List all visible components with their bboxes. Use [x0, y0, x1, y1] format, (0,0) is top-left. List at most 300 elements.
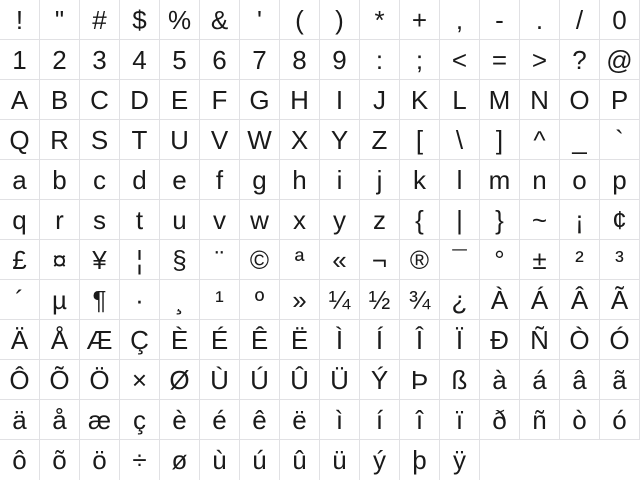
glyph-cell[interactable]	[240, 440, 280, 480]
glyph: U	[170, 124, 189, 155]
glyph-cell[interactable]	[600, 200, 640, 240]
glyph-cell[interactable]	[480, 400, 520, 440]
glyph: w	[250, 204, 269, 235]
glyph-cell[interactable]	[200, 120, 240, 160]
glyph-cell[interactable]	[600, 40, 640, 80]
glyph-cell[interactable]	[80, 360, 120, 400]
glyph-cell[interactable]	[440, 120, 480, 160]
glyph: Ê	[250, 324, 269, 355]
glyph: 5	[172, 44, 187, 75]
glyph-cell[interactable]	[440, 40, 480, 80]
glyph: ±	[532, 244, 547, 275]
glyph-cell[interactable]	[80, 80, 120, 120]
glyph-row	[0, 400, 640, 440]
glyph-cell[interactable]	[160, 400, 200, 440]
glyph-cell[interactable]	[400, 80, 440, 120]
glyph-cell[interactable]	[360, 280, 400, 320]
glyph-cell[interactable]	[200, 440, 240, 480]
glyph-cell[interactable]	[200, 200, 240, 240]
glyph-cell[interactable]	[600, 240, 640, 280]
glyph-cell[interactable]	[520, 0, 560, 40]
glyph-cell[interactable]	[400, 440, 440, 480]
glyph: A	[10, 84, 29, 115]
glyph-cell[interactable]	[80, 40, 120, 80]
glyph-cell[interactable]	[40, 80, 80, 120]
glyph-cell[interactable]	[40, 40, 80, 80]
glyph: ¤	[52, 244, 67, 275]
glyph-cell[interactable]	[200, 280, 240, 320]
glyph-cell[interactable]	[200, 0, 240, 40]
glyph-cell[interactable]	[0, 400, 40, 440]
glyph-cell[interactable]	[480, 320, 520, 360]
glyph-cell[interactable]	[400, 240, 440, 280]
glyph: è	[172, 404, 187, 435]
glyph: !	[15, 4, 24, 35]
glyph-cell[interactable]	[520, 280, 560, 320]
glyph-cell[interactable]	[360, 240, 400, 280]
glyph-cell[interactable]	[600, 400, 640, 440]
glyph: c	[93, 164, 106, 195]
glyph: k	[413, 164, 426, 195]
glyph: ì	[335, 404, 344, 435]
glyph-cell[interactable]	[560, 160, 600, 200]
glyph: º	[254, 284, 265, 315]
glyph: ½	[368, 284, 391, 315]
glyph: 9	[332, 44, 347, 75]
glyph-cell[interactable]	[40, 160, 80, 200]
glyph-cell[interactable]	[0, 120, 40, 160]
glyph-cell[interactable]	[0, 440, 40, 480]
glyph-cell[interactable]	[400, 200, 440, 240]
glyph: ¸	[175, 284, 184, 315]
glyph-cell[interactable]	[320, 40, 360, 80]
glyph-cell[interactable]	[80, 320, 120, 360]
glyph-cell[interactable]	[240, 320, 280, 360]
glyph-cell[interactable]	[280, 80, 320, 120]
glyph-cell[interactable]	[160, 200, 200, 240]
glyph-cell[interactable]	[400, 280, 440, 320]
glyph-cell[interactable]	[600, 120, 640, 160]
glyph-cell[interactable]	[240, 200, 280, 240]
glyph-cell[interactable]	[240, 120, 280, 160]
glyph: B	[50, 84, 69, 115]
glyph-cell[interactable]	[480, 0, 520, 40]
glyph: n	[532, 164, 547, 195]
glyph-cell[interactable]	[360, 320, 400, 360]
glyph: Ç	[130, 324, 149, 355]
glyph-cell[interactable]	[200, 80, 240, 120]
glyph: `	[615, 124, 624, 155]
glyph: ú	[252, 445, 267, 475]
glyph-cell[interactable]	[0, 80, 40, 120]
glyph: $	[132, 4, 147, 35]
glyph-cell[interactable]	[440, 360, 480, 400]
glyph: F	[211, 84, 228, 115]
glyph-cell[interactable]	[320, 120, 360, 160]
glyph: á	[532, 364, 547, 395]
glyph-cell[interactable]	[280, 200, 320, 240]
glyph: µ	[52, 284, 67, 315]
glyph-cell[interactable]	[40, 120, 80, 160]
glyph-cell[interactable]	[520, 40, 560, 80]
glyph: ²	[575, 244, 584, 275]
glyph: R	[50, 124, 69, 155]
glyph: H	[290, 84, 309, 115]
glyph-cell[interactable]	[240, 280, 280, 320]
glyph-cell[interactable]	[600, 360, 640, 400]
glyph-cell[interactable]	[360, 360, 400, 400]
glyph: /	[575, 4, 584, 35]
glyph-cell[interactable]	[600, 280, 640, 320]
glyph-cell[interactable]	[120, 200, 160, 240]
glyph-cell[interactable]	[120, 360, 160, 400]
glyph: m	[488, 164, 511, 195]
glyph: ,	[455, 4, 464, 35]
glyph: ä	[12, 404, 27, 435]
glyph: ³	[615, 244, 624, 275]
glyph-cell[interactable]	[400, 160, 440, 200]
glyph-cell[interactable]	[480, 80, 520, 120]
glyph-cell[interactable]	[80, 400, 120, 440]
glyph-cell[interactable]	[440, 0, 480, 40]
glyph-cell[interactable]	[280, 360, 320, 400]
glyph-cell[interactable]	[160, 80, 200, 120]
glyph-row	[0, 440, 640, 480]
glyph: l	[456, 164, 463, 195]
glyph-cell[interactable]	[80, 240, 120, 280]
glyph: ¡	[575, 204, 584, 235]
glyph-cell[interactable]	[560, 200, 600, 240]
glyph-row	[0, 40, 640, 80]
glyph: ¿	[451, 284, 468, 315]
glyph: Ü	[330, 364, 349, 395]
glyph-cell[interactable]	[160, 280, 200, 320]
glyph-cell[interactable]	[0, 360, 40, 400]
glyph-cell[interactable]	[560, 0, 600, 40]
glyph-cell[interactable]	[40, 440, 80, 480]
glyph: :	[375, 44, 384, 75]
glyph-cell[interactable]	[560, 240, 600, 280]
glyph: È	[170, 324, 189, 355]
glyph-cell[interactable]	[440, 200, 480, 240]
glyph-cell[interactable]	[240, 400, 280, 440]
glyph: å	[52, 404, 67, 435]
glyph-cell[interactable]	[560, 360, 600, 400]
glyph-cell[interactable]	[280, 400, 320, 440]
glyph-cell[interactable]	[120, 240, 160, 280]
glyph-cell[interactable]	[0, 200, 40, 240]
glyph-cell[interactable]	[240, 0, 280, 40]
glyph-cell[interactable]	[400, 0, 440, 40]
glyph-cell[interactable]	[280, 40, 320, 80]
glyph-cell[interactable]	[360, 440, 400, 480]
glyph-cell[interactable]	[360, 80, 400, 120]
glyph: û	[292, 445, 307, 475]
glyph-cell[interactable]	[280, 320, 320, 360]
glyph-cell[interactable]	[120, 160, 160, 200]
glyph-cell[interactable]	[40, 400, 80, 440]
glyph: õ	[52, 445, 67, 475]
glyph-cell[interactable]	[280, 160, 320, 200]
glyph: î	[415, 404, 424, 435]
glyph: M	[488, 84, 511, 115]
glyph-cell[interactable]	[80, 440, 120, 480]
glyph-cell[interactable]	[280, 280, 320, 320]
glyph: Ø	[169, 364, 190, 395]
glyph-cell[interactable]	[440, 160, 480, 200]
glyph-cell[interactable]	[240, 360, 280, 400]
glyph-cell[interactable]	[520, 120, 560, 160]
glyph-cell[interactable]	[320, 440, 360, 480]
glyph-cell[interactable]	[120, 440, 160, 480]
glyph: 7	[252, 44, 267, 75]
glyph-cell[interactable]	[0, 280, 40, 320]
glyph-cell[interactable]	[160, 240, 200, 280]
glyph-cell[interactable]	[200, 360, 240, 400]
glyph-cell[interactable]	[480, 120, 520, 160]
glyph: Ó	[609, 324, 630, 355]
glyph-cell[interactable]	[440, 240, 480, 280]
glyph-cell[interactable]	[520, 360, 560, 400]
glyph-cell[interactable]	[400, 400, 440, 440]
glyph: »	[292, 284, 307, 315]
glyph-cell[interactable]	[240, 240, 280, 280]
glyph-cell[interactable]	[400, 120, 440, 160]
glyph-cell[interactable]	[520, 160, 560, 200]
glyph-cell[interactable]	[320, 80, 360, 120]
glyph-cell[interactable]	[600, 160, 640, 200]
glyph-cell[interactable]	[560, 120, 600, 160]
glyph: Á	[530, 284, 549, 315]
glyph: ·	[135, 284, 144, 315]
glyph: V	[210, 124, 229, 155]
glyph: +	[411, 4, 428, 35]
glyph: "	[54, 4, 65, 35]
glyph: <	[451, 44, 468, 75]
glyph: Ô	[9, 364, 30, 395]
glyph-cell[interactable]	[360, 200, 400, 240]
glyph: W	[247, 124, 272, 155]
glyph-cell[interactable]	[320, 360, 360, 400]
glyph-cell[interactable]	[480, 160, 520, 200]
glyph: Ì	[335, 324, 344, 355]
glyph-cell[interactable]	[160, 360, 200, 400]
glyph: T	[131, 124, 148, 155]
glyph: ]	[495, 124, 504, 155]
glyph-cell[interactable]	[440, 440, 480, 480]
glyph-cell[interactable]	[480, 280, 520, 320]
glyph-cell[interactable]	[520, 320, 560, 360]
glyph-cell[interactable]	[360, 0, 400, 40]
glyph-cell[interactable]	[240, 80, 280, 120]
glyph: i	[336, 164, 343, 195]
glyph: 3	[92, 44, 107, 75]
glyph: ç	[133, 404, 146, 435]
glyph-cell[interactable]	[40, 320, 80, 360]
glyph-cell[interactable]	[40, 240, 80, 280]
glyph-cell[interactable]	[40, 360, 80, 400]
glyph-cell[interactable]	[520, 80, 560, 120]
glyph: Ù	[210, 364, 229, 395]
glyph-cell[interactable]	[280, 440, 320, 480]
glyph-cell[interactable]	[560, 400, 600, 440]
glyph-cell[interactable]	[120, 400, 160, 440]
glyph-cell[interactable]	[520, 200, 560, 240]
glyph: ª	[294, 244, 305, 275]
glyph: ´	[15, 284, 24, 315]
glyph: ¬	[371, 244, 388, 275]
glyph-cell[interactable]	[0, 240, 40, 280]
glyph: À	[490, 284, 509, 315]
glyph-cell[interactable]	[80, 280, 120, 320]
glyph: {	[415, 204, 424, 235]
glyph-cell[interactable]	[560, 280, 600, 320]
glyph: à	[492, 364, 507, 395]
glyph: G	[249, 84, 270, 115]
glyph-cell[interactable]	[40, 0, 80, 40]
glyph-cell[interactable]	[120, 280, 160, 320]
glyph-cell[interactable]	[400, 360, 440, 400]
glyph-cell[interactable]	[80, 0, 120, 40]
glyph: a	[12, 164, 27, 195]
glyph-cell[interactable]	[120, 40, 160, 80]
glyph: ®	[409, 244, 430, 275]
glyph-cell[interactable]	[480, 40, 520, 80]
glyph-cell[interactable]	[160, 320, 200, 360]
glyph: Õ	[49, 364, 70, 395]
glyph: ¨	[215, 244, 224, 275]
glyph-cell[interactable]	[120, 320, 160, 360]
glyph-cell[interactable]	[200, 160, 240, 200]
glyph-cell[interactable]	[200, 400, 240, 440]
glyph-cell[interactable]	[200, 240, 240, 280]
glyph-cell[interactable]	[320, 280, 360, 320]
glyph-cell[interactable]	[400, 40, 440, 80]
glyph-cell[interactable]	[240, 40, 280, 80]
glyph: ¯	[452, 244, 467, 275]
glyph-cell[interactable]	[160, 440, 200, 480]
glyph-cell[interactable]	[360, 120, 400, 160]
glyph-cell[interactable]	[520, 240, 560, 280]
glyph-cell[interactable]	[440, 400, 480, 440]
glyph-cell[interactable]	[360, 160, 400, 200]
glyph-row	[0, 280, 640, 320]
glyph: z	[373, 204, 386, 235]
glyph: 6	[212, 44, 227, 75]
glyph-cell[interactable]	[600, 320, 640, 360]
glyph-cell[interactable]	[320, 200, 360, 240]
glyph-cell[interactable]	[160, 0, 200, 40]
glyph: (	[295, 4, 304, 35]
glyph: E	[170, 84, 189, 115]
glyph-cell[interactable]	[280, 120, 320, 160]
glyph-cell[interactable]	[320, 320, 360, 360]
glyph-cell[interactable]	[80, 120, 120, 160]
glyph-cell[interactable]	[480, 360, 520, 400]
glyph: e	[172, 164, 187, 195]
glyph-cell[interactable]	[0, 0, 40, 40]
glyph-cell[interactable]	[560, 80, 600, 120]
glyph-cell[interactable]	[0, 320, 40, 360]
glyph-cell[interactable]	[40, 280, 80, 320]
glyph: *	[374, 4, 385, 35]
glyph: ¶	[92, 284, 107, 315]
glyph-cell[interactable]	[480, 240, 520, 280]
glyph-cell[interactable]	[200, 40, 240, 80]
glyph-cell[interactable]	[360, 400, 400, 440]
glyph-cell[interactable]	[440, 320, 480, 360]
glyph-cell[interactable]	[320, 240, 360, 280]
glyph-cell[interactable]	[80, 200, 120, 240]
glyph: ¦	[136, 244, 143, 275]
glyph-cell[interactable]	[160, 160, 200, 200]
glyph-cell[interactable]	[320, 400, 360, 440]
glyph-cell[interactable]	[120, 120, 160, 160]
glyph-cell[interactable]	[600, 80, 640, 120]
glyph-cell[interactable]	[480, 200, 520, 240]
glyph-cell[interactable]	[400, 320, 440, 360]
glyph-cell[interactable]	[160, 120, 200, 160]
glyph: ¾	[408, 284, 431, 315]
glyph: Ý	[370, 364, 389, 395]
glyph-cell[interactable]	[560, 40, 600, 80]
glyph: )	[335, 4, 344, 35]
glyph: ï	[455, 404, 464, 435]
glyph-cell[interactable]	[440, 280, 480, 320]
glyph: ê	[252, 404, 267, 435]
glyph: é	[212, 404, 227, 435]
glyph-cell[interactable]	[0, 160, 40, 200]
glyph-cell[interactable]	[320, 160, 360, 200]
glyph: 4	[132, 44, 147, 75]
glyph: ^	[533, 124, 546, 155]
glyph: ß	[451, 364, 468, 395]
glyph: Þ	[410, 364, 429, 395]
glyph-cell[interactable]	[120, 80, 160, 120]
glyph: Í	[375, 324, 384, 355]
glyph: Y	[330, 124, 349, 155]
glyph: Ë	[290, 324, 309, 355]
glyph-cell[interactable]	[280, 240, 320, 280]
glyph-cell[interactable]	[320, 0, 360, 40]
glyph: ñ	[532, 404, 547, 435]
glyph-cell[interactable]	[200, 320, 240, 360]
glyph: Z	[371, 124, 388, 155]
glyph-cell[interactable]	[80, 160, 120, 200]
glyph-cell[interactable]	[240, 160, 280, 200]
glyph-cell[interactable]	[440, 80, 480, 120]
glyph-cell[interactable]	[360, 40, 400, 80]
glyph-cell[interactable]	[560, 320, 600, 360]
glyph-cell[interactable]	[0, 40, 40, 80]
glyph: æ	[87, 404, 112, 435]
glyph-cell[interactable]	[160, 40, 200, 80]
glyph: J	[373, 84, 386, 115]
glyph-cell[interactable]	[600, 0, 640, 40]
glyph: %	[167, 4, 192, 35]
glyph: -	[495, 4, 504, 35]
glyph-cell[interactable]	[520, 400, 560, 440]
glyph: þ	[412, 445, 427, 475]
glyph: X	[290, 124, 309, 155]
glyph-cell[interactable]	[280, 0, 320, 40]
glyph-cell[interactable]	[120, 0, 160, 40]
glyph: Å	[50, 324, 69, 355]
glyph: Æ	[86, 324, 113, 355]
glyph-row	[0, 200, 640, 240]
glyph: Î	[415, 324, 424, 355]
glyph-cell[interactable]	[40, 200, 80, 240]
